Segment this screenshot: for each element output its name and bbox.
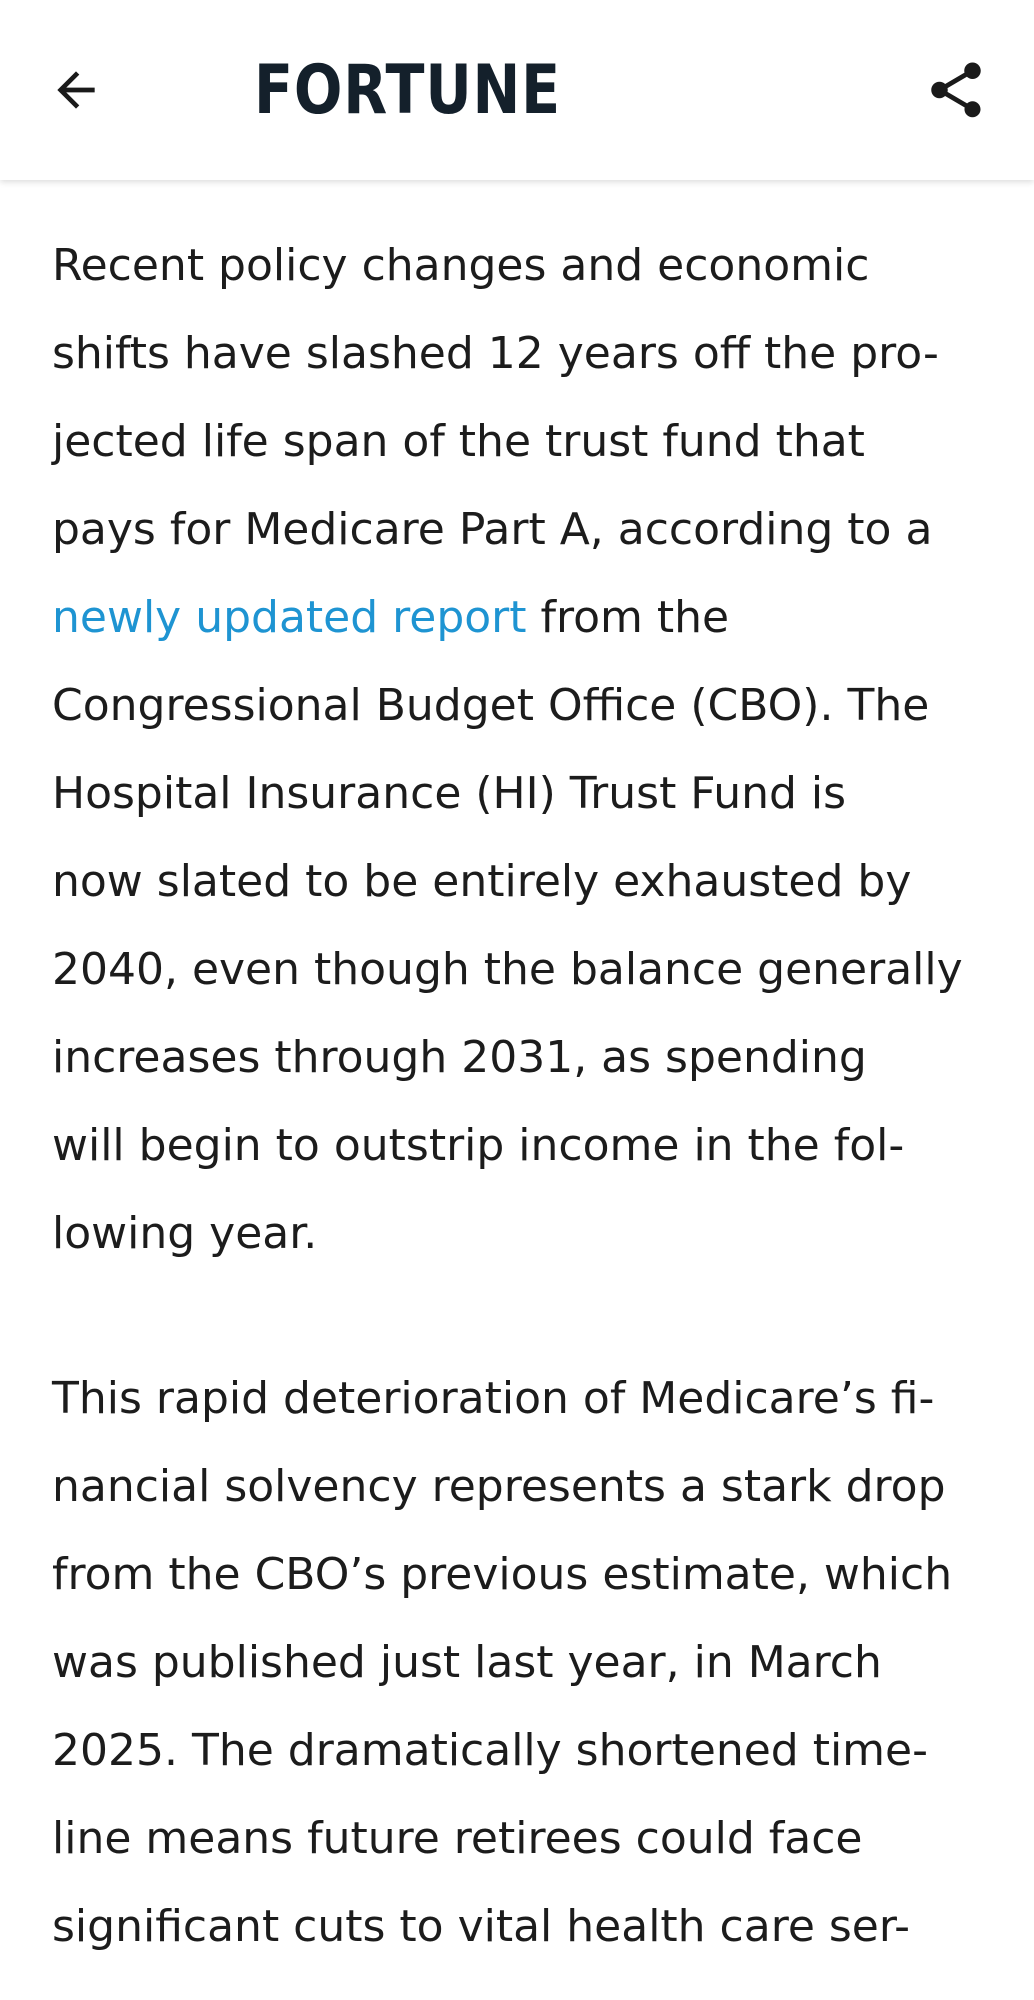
report-link[interactable]: newly updated report bbox=[52, 592, 527, 643]
text-line: now slated to be entirely exhausted by bbox=[52, 856, 912, 907]
text-line bbox=[52, 574, 1002, 662]
text-line: Congressional Budget Office (CBO). The bbox=[52, 680, 930, 731]
text-line: increases through 2031, as spending bbox=[52, 1032, 867, 1083]
text-line: shifts have slashed 12 years off the pro- bbox=[52, 328, 939, 379]
text-line: significant cuts to vital health care ser- bbox=[52, 1901, 911, 1952]
text-line: Hospital Insurance (HI) Trust Fund is bbox=[52, 768, 847, 819]
article-paragraph-2 bbox=[52, 1355, 1002, 1971]
fortune-logo[interactable]: FORTUNE bbox=[254, 51, 562, 130]
text-line: nancial solvency represents a stark drop bbox=[52, 1461, 946, 1512]
text-line: was published just last year, in March bbox=[52, 1637, 882, 1688]
back-button[interactable] bbox=[36, 50, 116, 130]
text-line: lowing year. bbox=[52, 1208, 318, 1259]
paragraph-spacer bbox=[52, 1278, 1002, 1355]
arrow-left-icon bbox=[48, 62, 104, 118]
text-line: line means future retirees could face bbox=[52, 1813, 863, 1864]
text-line: will begin to outstrip income in the fol- bbox=[52, 1120, 905, 1171]
text-line: jected life span of the trust fund that bbox=[52, 416, 865, 467]
text-line: This rapid deterioration of Medicare’s fi- bbox=[52, 1373, 935, 1424]
share-icon bbox=[923, 57, 989, 123]
text-line: 2025. The dramatically shortened time- bbox=[52, 1725, 928, 1776]
text-fragment: from the bbox=[526, 592, 730, 643]
article-body bbox=[52, 222, 1002, 1971]
text-line: Recent policy changes and economic bbox=[52, 240, 870, 291]
text-line: pays for Medicare Part A, according to a bbox=[52, 504, 933, 555]
text-line: 2040, even though the balance generally bbox=[52, 944, 963, 995]
text-line: from the CBO’s previous estimate, which bbox=[52, 1549, 953, 1600]
top-app-bar bbox=[0, 0, 1034, 180]
share-button[interactable] bbox=[916, 50, 996, 130]
article-paragraph-1 bbox=[52, 222, 1002, 1278]
